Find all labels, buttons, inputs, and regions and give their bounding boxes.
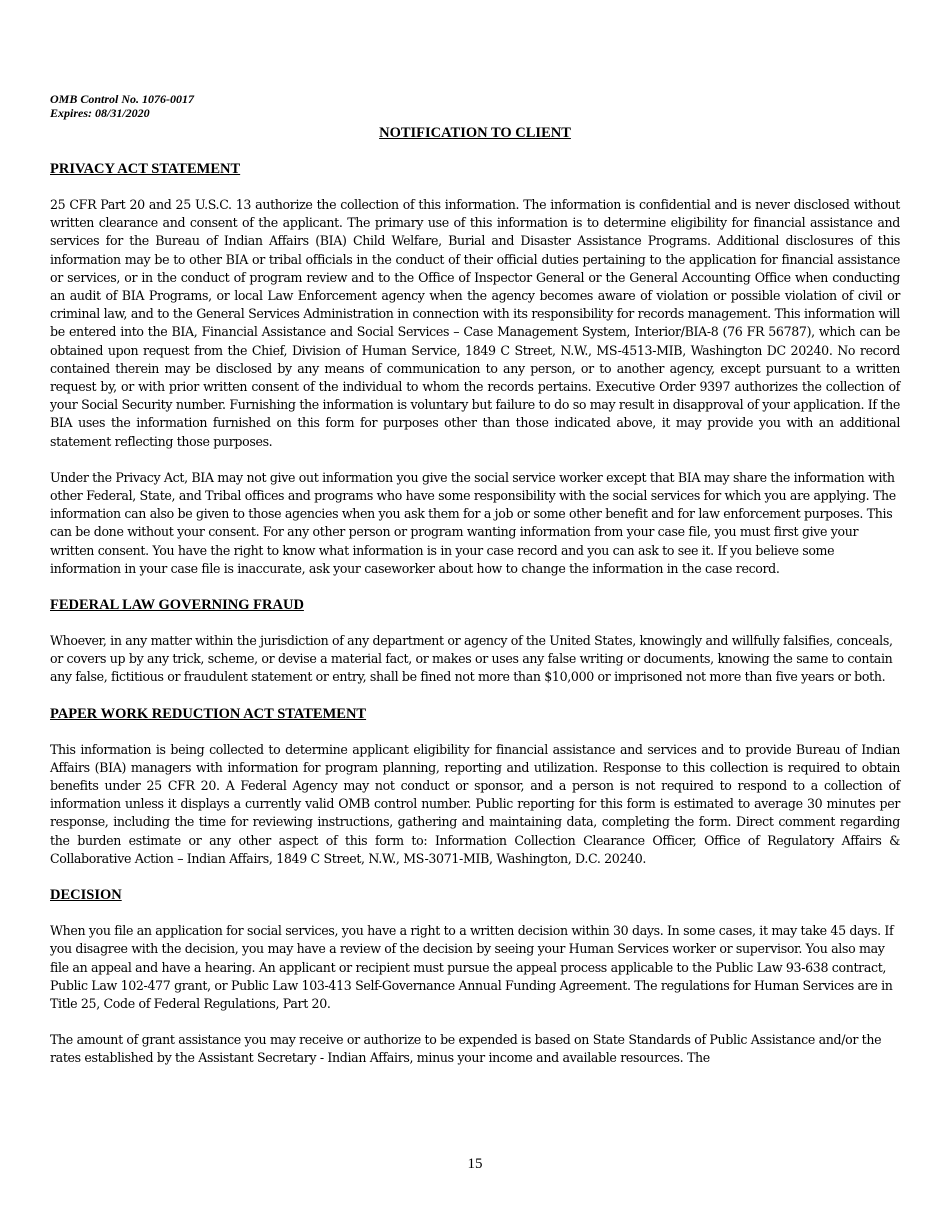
- decision-paragraph: When you file an application for social services, you have a right to a written decision within 30 days. In some cases, it may take 45 days. If you disagree with the decision, you may have a review of the decision by seeing your Human Services worker or supervisor. You also may file an appeal and have a hearing. An applicant or recipient must pursue the appeal process applicable to the Public Law 93-638 contract, Public Law 102-477 grant, or Public Law 103-413 Self-Governance Annual Funding Agreement. The regulations for Human Services are in Title 25, Code of Federal Regulations, Part 20.: [50, 923, 894, 1011]
- privacy-act-heading: PRIVACY ACT STATEMENT: [50, 161, 241, 177]
- document-page: [50, 92, 900, 1086]
- privacy-act-paragraph: 25 CFR Part 20 and 25 U.S.C. 13 authorize the collection of this information. The information is confidential and is never disclosed without written clearance and consent of the applicant. The primary use of this information is to determine eligibility for financial assistance and services for the Bureau of Indian Affairs (BIA) Child Welfare, Burial and Disaster Assistance Programs. Additional disclosures of this information may be to other BIA or tribal officials in the conduct of their official duties pertaining to the application for financial assistance or services, or in the conduct of program review and to the Office of Inspector General or the General Accounting Office when conducting an audit of BIA Programs, or local Law Enforcement agency when the agency becomes aware of violation or possible violation of civil or criminal law, and to the General Services Administration in connection with its responsibility for records management. This information will be entered into the BIA, Financial Assistance and Social Services – Case Management System, Interior/BIA-8 (76 FR 56787), which can be obtained upon request from the Chief, Division of Human Service, 1849 C Street, N.W., MS-4513-MIB, Washington DC 20240. No record contained therein may be disclosed by any means of communication to any person, or to another agency, except pursuant to a written request by, or with prior written consent of the individual to whom the records pertains. Executive Order 9397 authorizes the collection of your Social Security number. Furnishing the information is voluntary but failure to do so may result in disapproval of your application. If the BIA uses the information furnished on this form for purposes other than those indicated above, it may provide you with an additional statement reflecting those purposes.: [50, 197, 900, 449]
- fraud-law-paragraph: Whoever, in any matter within the jurisdiction of any department or agency of the United States, knowingly and willfully falsifies, conceals, or covers up by any trick, scheme, or devise a material fact, or makes or uses any false writing or documents, knowing the same to contain any false, fictitious or fraudulent statement or entry, shall be fined not more than $10,000 or imprisoned not more than five years or both.: [50, 633, 893, 685]
- paperwork-reduction-paragraph: This information is being collected to determine applicant eligibility for financial assistance and services and to provide Bureau of Indian Affairs (BIA) managers with information for program planning, reporting and utilization. Response to this collection is required to obtain benefits under 25 CFR 20. A Federal Agency may not conduct or sponsor, and a person is not required to respond to a collection of information unless it displays a currently valid OMB control number. Public reporting for this form is estimated to average 30 minutes per response, including the time for reviewing instructions, gathering and maintaining data, completing the form. Direct comment regarding the burden estimate or any other aspect of this form to: Information Collection Clearance Officer, Office of Regulatory Affairs & Collaborative Action – Indian Affairs, 1849 C Street, N.W., MS-3071-MIB, Washington, D.C. 20240.: [50, 741, 900, 866]
- omb-control-number: OMB Control No. 1076-0017: [50, 92, 195, 106]
- expiration-date: Expires: 08/31/2020: [50, 106, 150, 120]
- fraud-law-heading: FEDERAL LAW GOVERNING FRAUD: [50, 597, 304, 614]
- privacy-act-paragraph-2: Under the Privacy Act, BIA may not give out information you give the social service worker except that BIA may share the information with other Federal, State, and Tribal offices and programs who have some responsibility with the social services for which you are applying. The information can also be given to those agencies when you ask them for a job or some other benefit and for law enforcement purposes. This can be done without your consent. For any other person or program wanting information from your case file, you must first give your written consent. You have the right to know what information is in your case record and you can ask to see it. If you believe some information in your case file is inaccurate, ask your caseworker about how to change the information in the case record.: [50, 469, 896, 576]
- page-number: 15: [467, 1156, 483, 1172]
- document-title: NOTIFICATION TO CLIENT: [379, 125, 571, 141]
- paperwork-reduction-heading: PAPER WORK REDUCTION ACT STATEMENT: [50, 705, 367, 722]
- decision-heading: DECISION: [50, 887, 122, 904]
- grant-assistance-paragraph: The amount of grant assistance you may receive or authorize to be expended is based on State Standards of Public Assistance and/or the rates established by the Assistant Secretary - Indian Affairs, minus your income and available resources. The: [50, 1032, 882, 1066]
